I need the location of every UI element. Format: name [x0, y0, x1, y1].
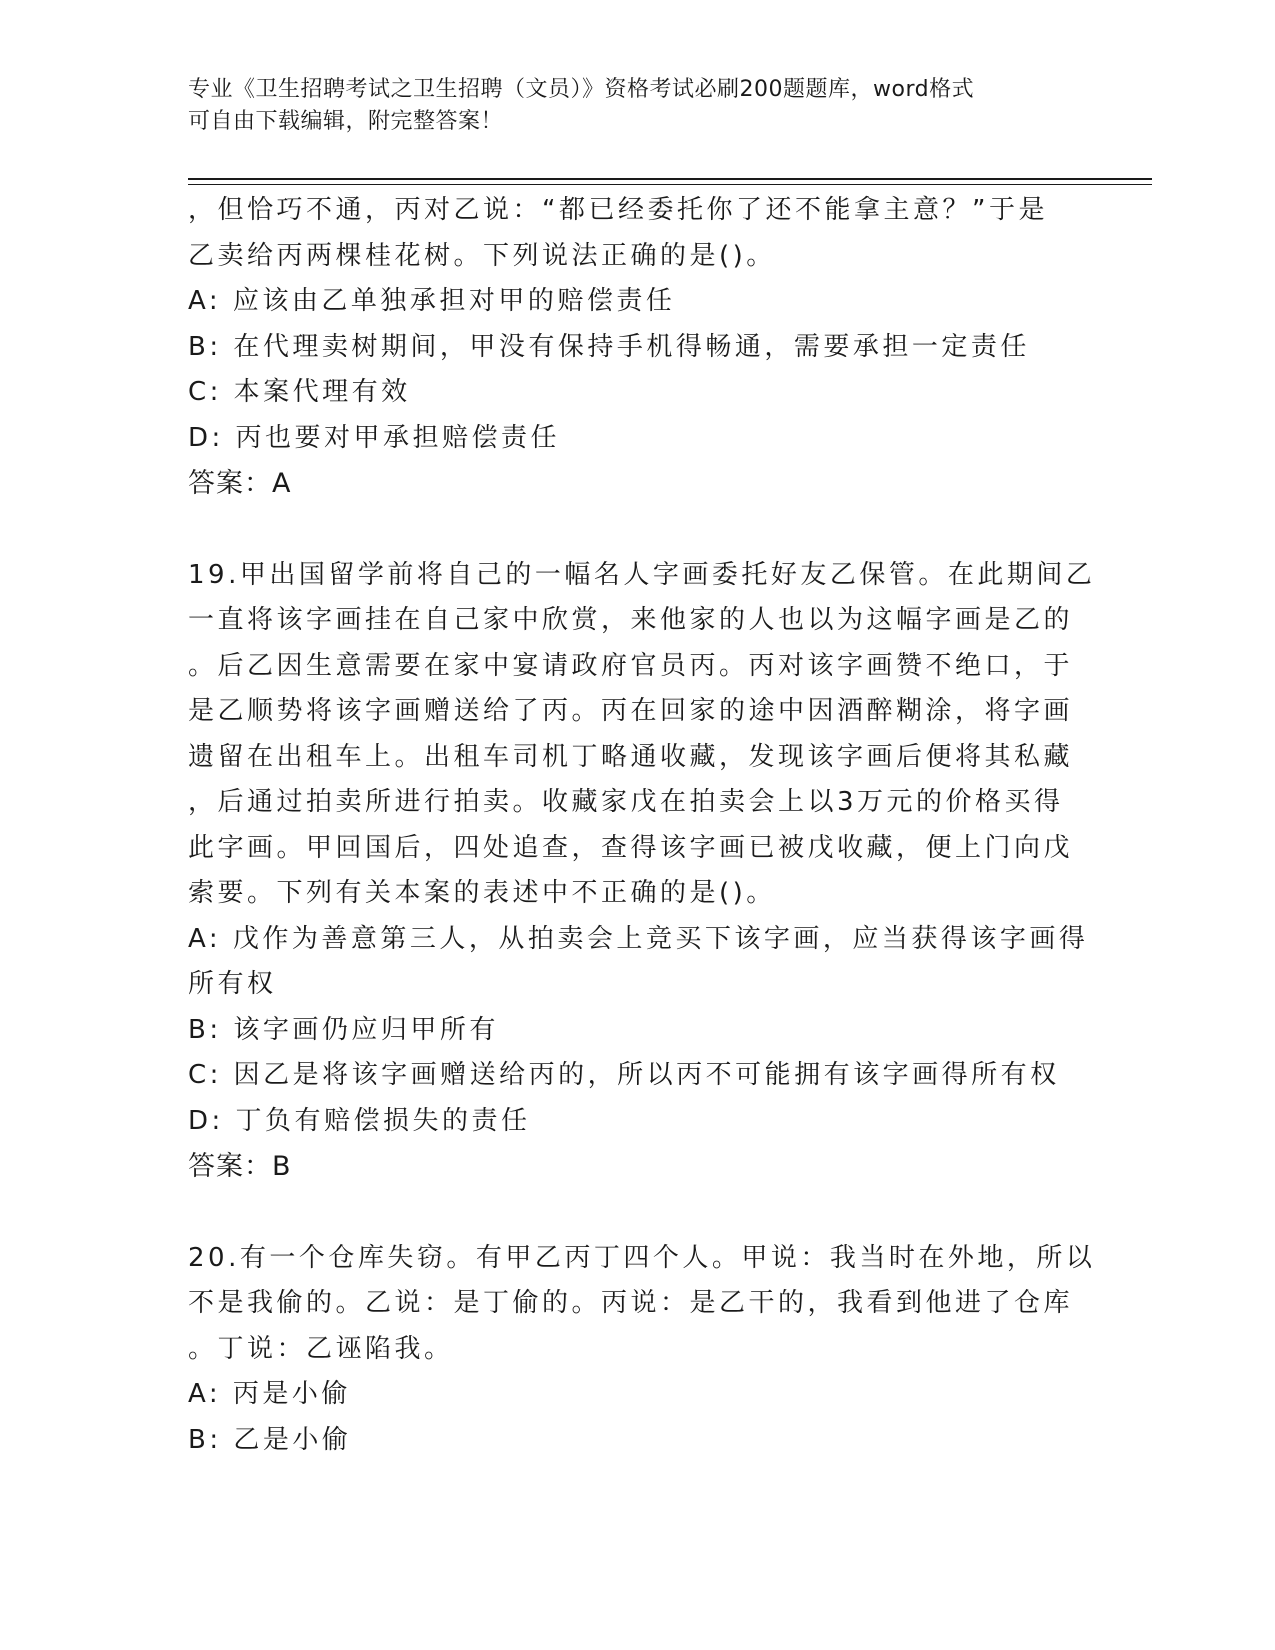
option-a: A: 戊作为善意第三人，从拍卖会上竞买下该字画，应当获得该字画得: [188, 923, 1089, 954]
option-a: A: 丙是小偷: [188, 1379, 351, 1409]
question-stem-line: 遗留在出租车上。出租车司机丁略通收藏，发现该字画后便将其私藏: [188, 741, 1074, 772]
question-stem-line: 。后乙因生意需要在家中宴请政府官员丙。丙对该字画赞不绝口，于: [188, 650, 1074, 681]
option-b: B: 乙是小偷: [188, 1424, 352, 1455]
question-stem-line: 20.有一个仓库失窃。有甲乙丙丁四个人。甲说：我当时在外地，所以: [188, 1242, 1096, 1273]
header-divider: [188, 178, 1152, 180]
question-19: [188, 553, 1096, 1190]
option-d: D: 丁负有赔偿损失的责任: [188, 1105, 531, 1136]
spacer: [188, 507, 1088, 553]
header-divider-thin: [188, 184, 1152, 185]
question-stem-line: 一直将该字画挂在自己家中欣赏，来他家的人也以为这幅字画是乙的: [188, 605, 1074, 635]
option-c: C: 本案代理有效: [188, 377, 411, 407]
option-c: C: 因乙是将该字画赠送给丙的，所以丙不可能拥有该字画得所有权: [188, 1060, 1060, 1090]
spacer: [188, 1190, 1088, 1236]
question-stem-line: 乙卖给丙两棵桂花树。下列说法正确的是()。: [188, 240, 776, 271]
option-a: A: 应该由乙单独承担对甲的赔偿责任: [188, 286, 676, 316]
document-body: [188, 188, 1096, 1463]
question-stem-line: 此字画。甲回国后，四处追查，查得该字画已被戊收藏，便上门向戊: [188, 832, 1074, 863]
option-b: B: 该字画仍应归甲所有: [188, 1014, 499, 1045]
question-stem-line: 索要。下列有关本案的表述中不正确的是()。: [188, 878, 776, 908]
question-stem-line: 19.甲出国留学前将自己的一幅名人字画委托好友乙保管。在此期间乙: [188, 559, 1096, 590]
document-header: [188, 74, 1088, 138]
option-d: D: 丙也要对甲承担赔偿责任: [188, 422, 561, 453]
option-b: B: 在代理卖树期间，甲没有保持手机得畅通，需要承担一定责任: [188, 331, 1030, 362]
question-20: [188, 1236, 1096, 1464]
question-18: [188, 188, 1088, 507]
question-stem-line: ，后通过拍卖所进行拍卖。收藏家戊在拍卖会上以3万元的价格买得: [188, 787, 1064, 817]
question-stem-line: 是乙顺势将该字画赠送给了丙。丙在回家的途中因酒醉糊涂，将字画: [188, 696, 1074, 726]
answer-line: 答案：B: [188, 1151, 292, 1182]
header-line: 专业《卫生招聘考试之卫生招聘（文员）》资格考试必刷200题题库，word格式: [188, 77, 975, 102]
question-stem-line: 不是我偷的。乙说：是丁偷的。丙说：是乙干的，我看到他进了仓库: [188, 1288, 1074, 1318]
question-stem-line: ，但恰巧不通，丙对乙说：“都已经委托你了还不能拿主意？”于是: [188, 195, 1048, 225]
option-a-continued: 所有权: [188, 969, 277, 999]
answer-line: 答案：A: [188, 468, 292, 499]
header-line: 可自由下载编辑，附完整答案！: [188, 109, 504, 134]
question-stem-line: 。丁说：乙诬陷我。: [188, 1333, 454, 1364]
